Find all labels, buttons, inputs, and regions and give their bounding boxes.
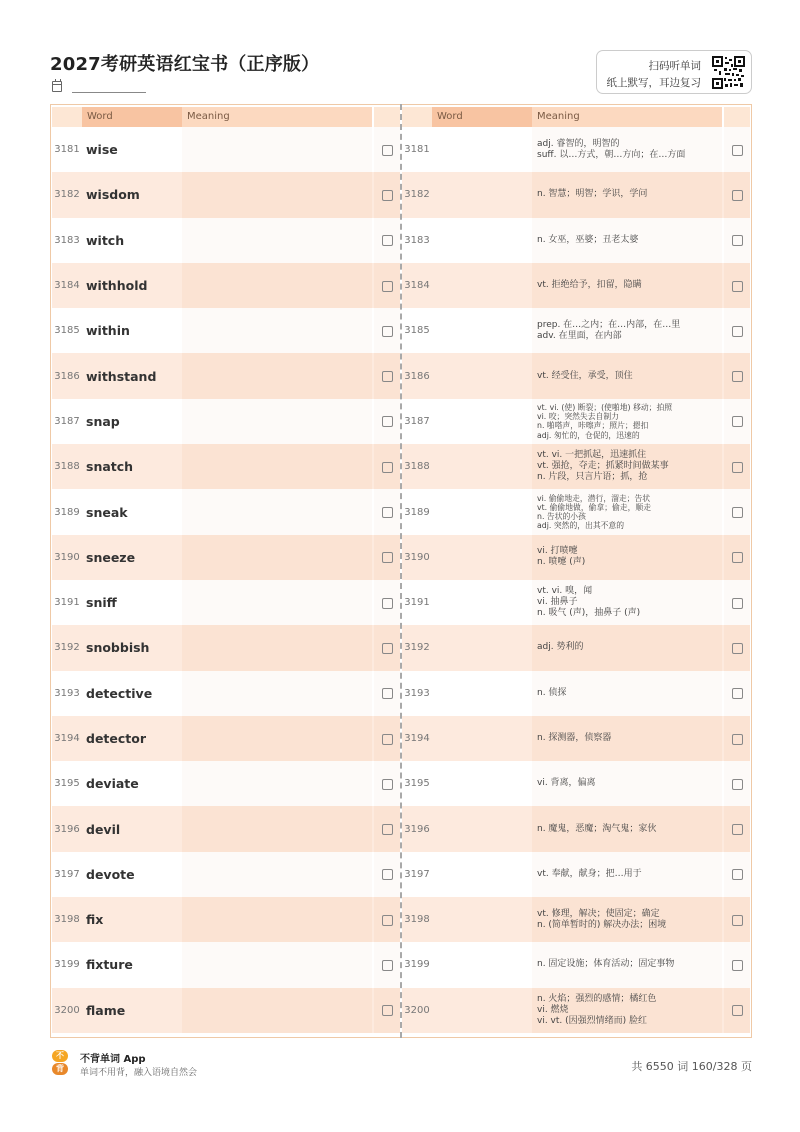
word-row <box>52 172 400 217</box>
meaning-line: vt. 修理，解决；使固定；确定 <box>537 908 660 919</box>
entry-meaning <box>537 580 723 625</box>
checkbox[interactable] <box>382 824 393 835</box>
checkbox[interactable] <box>732 552 743 563</box>
entry-meaning <box>537 172 723 217</box>
meaning-blank-cell[interactable] <box>182 399 372 444</box>
meaning-row <box>402 489 750 534</box>
meaning-line: n. 吸气 (声)，抽鼻子 (声) <box>537 608 641 619</box>
checkbox[interactable] <box>382 416 393 427</box>
meaning-line: vi. 打喷嚏 <box>537 546 578 557</box>
meaning-line: n. (简单暂时的) 解决办法；困境 <box>537 919 667 930</box>
checkbox[interactable] <box>732 598 743 609</box>
entry-number: 3190 <box>404 551 430 563</box>
checkbox[interactable] <box>382 598 393 609</box>
meaning-row <box>402 897 750 942</box>
meaning-row <box>402 761 750 806</box>
meaning-row <box>402 942 750 987</box>
checkbox[interactable] <box>382 371 393 382</box>
meaning-line: prep. 在…之内；在…内部，在…里 <box>537 319 681 330</box>
meaning-row <box>402 218 750 263</box>
entry-meaning <box>537 625 723 670</box>
word-blank-cell[interactable] <box>432 444 532 489</box>
meaning-line: vi. 抽鼻子 <box>537 597 578 608</box>
entry-word: witch <box>86 232 125 248</box>
entry-number: 3193 <box>404 687 430 699</box>
meaning-line: adv. 在里面，在内部 <box>537 330 622 341</box>
meaning-row <box>402 308 750 353</box>
checkbox[interactable] <box>382 960 393 971</box>
entry-meaning <box>537 353 723 398</box>
meaning-blank-cell[interactable] <box>182 988 372 1033</box>
meaning-line: vi. vt. (因强烈情绪而) 脸红 <box>537 1015 648 1026</box>
entry-number: 3185 <box>404 325 430 337</box>
entry-number: 3200 <box>54 1004 80 1016</box>
entry-number: 3197 <box>54 868 80 880</box>
meaning-line: suff. 以…方式，朝…方向；在…方面 <box>537 149 686 160</box>
word-row <box>52 353 400 398</box>
entry-number: 3192 <box>404 642 430 654</box>
page-info: 共 6550 词 160/328 页 <box>631 1060 752 1073</box>
checkbox[interactable] <box>382 281 393 292</box>
meaning-line: n. 告状的小孩 <box>537 512 586 522</box>
checkbox[interactable] <box>732 779 743 790</box>
entry-meaning <box>537 897 723 942</box>
word-blank-cell[interactable] <box>432 353 532 398</box>
entry-word: fixture <box>86 957 133 973</box>
entry-meaning <box>537 218 723 263</box>
meaning-row <box>402 444 750 489</box>
scan-text-line1: 扫码听单词 <box>648 60 701 72</box>
checkbox[interactable] <box>382 688 393 699</box>
meaning-line: n. 喷嚏 (声) <box>537 557 586 568</box>
entry-number: 3196 <box>404 823 430 835</box>
entry-word: detective <box>86 685 153 701</box>
entry-number: 3185 <box>54 325 80 337</box>
entry-number: 3198 <box>54 914 80 926</box>
checkbox[interactable] <box>732 416 743 427</box>
checkbox[interactable] <box>382 915 393 926</box>
meaning-blank-cell[interactable] <box>182 580 372 625</box>
word-blank-cell[interactable] <box>432 580 532 625</box>
entry-number: 3197 <box>404 868 430 880</box>
checkbox[interactable] <box>382 507 393 518</box>
meaning-column-header <box>402 107 750 127</box>
entry-meaning <box>537 489 723 534</box>
entry-word: wisdom <box>86 187 140 203</box>
word-row <box>52 218 400 263</box>
word-row <box>52 263 400 308</box>
entry-meaning <box>537 806 723 851</box>
word-blank-cell[interactable] <box>432 172 532 217</box>
meaning-line: vt. 奉献，献身；把…用于 <box>537 868 642 879</box>
entry-meaning <box>537 308 723 353</box>
entry-number: 3187 <box>404 415 430 427</box>
entry-number: 3184 <box>54 280 80 292</box>
checkbox[interactable] <box>732 643 743 654</box>
word-row <box>52 308 400 353</box>
checkbox[interactable] <box>732 371 743 382</box>
meaning-blank-cell[interactable] <box>182 761 372 806</box>
meaning-row <box>402 806 750 851</box>
entry-number: 3195 <box>404 778 430 790</box>
entry-word: within <box>86 323 130 339</box>
meaning-line: n. 片段，只言片语；抓，抢 <box>537 472 648 483</box>
word-row <box>52 761 400 806</box>
meaning-line: vi. 燃烧 <box>537 1004 569 1015</box>
app-name: 不背单词 App <box>80 1054 146 1065</box>
checkbox[interactable] <box>732 824 743 835</box>
checkbox[interactable] <box>732 190 743 201</box>
meaning-blank-cell[interactable] <box>182 806 372 851</box>
word-blank-cell[interactable] <box>432 671 532 716</box>
word-row <box>52 716 400 761</box>
entry-meaning <box>537 399 723 444</box>
word-row <box>52 399 400 444</box>
checkbox[interactable] <box>732 507 743 518</box>
meaning-line: vt. vi. 嗅，闻 <box>537 586 593 597</box>
checkbox[interactable] <box>382 235 393 246</box>
entry-number: 3188 <box>54 461 80 473</box>
entry-number: 3187 <box>54 415 80 427</box>
entry-number: 3195 <box>54 778 80 790</box>
checkbox[interactable] <box>382 734 393 745</box>
meaning-blank-cell[interactable] <box>182 489 372 534</box>
meaning-blank-cell[interactable] <box>182 218 372 263</box>
meaning-row <box>402 353 750 398</box>
word-blank-cell[interactable] <box>432 127 532 172</box>
meaning-row <box>402 172 750 217</box>
checkbox[interactable] <box>382 779 393 790</box>
meaning-line: vt. vi. 一把抓起，迅速抓住 <box>537 450 647 461</box>
meaning-line: adj. 匆忙的，仓促的，迅速的 <box>537 430 640 440</box>
meaning-line: n. 火焰；强烈的感情；橘红色 <box>537 993 657 1004</box>
meaning-line: vi. 咬；突然失去自制力 <box>537 412 619 422</box>
entry-number: 3183 <box>404 234 430 246</box>
meaning-line: vi. 偷偷地走，潜行，溜走；告状 <box>537 493 651 503</box>
entry-number: 3194 <box>404 733 430 744</box>
entry-word: detector <box>86 731 147 746</box>
word-row <box>52 897 400 942</box>
entry-word: wise <box>86 142 118 158</box>
word-blank-cell[interactable] <box>432 489 532 534</box>
word-row <box>52 852 400 897</box>
entry-number: 3191 <box>54 597 80 609</box>
word-blank-cell[interactable] <box>432 988 532 1033</box>
meaning-header: Meaning <box>182 107 372 127</box>
entry-number: 3192 <box>54 642 80 654</box>
meaning-blank-cell[interactable] <box>182 716 372 761</box>
word-blank-cell[interactable] <box>432 942 532 987</box>
entry-number: 3186 <box>54 370 80 382</box>
word-blank-cell[interactable] <box>432 625 532 670</box>
calendar-icon <box>52 81 62 92</box>
meaning-line: vt. 拒绝给予，扣留，隐瞒 <box>537 280 642 291</box>
meaning-row <box>402 716 750 761</box>
word-row <box>52 806 400 851</box>
meaning-line: adj. 睿智的，明智的 <box>537 138 620 149</box>
entry-word: devote <box>86 866 135 882</box>
meaning-line: n. 智慧；明智；学识，学问 <box>537 189 648 200</box>
word-rows <box>52 127 400 1033</box>
meaning-row <box>402 671 750 716</box>
meaning-row <box>402 535 750 580</box>
word-row <box>52 671 400 716</box>
checkbox[interactable] <box>382 462 393 473</box>
checkbox[interactable] <box>732 960 743 971</box>
entry-word: devil <box>86 821 121 837</box>
entry-number: 3189 <box>54 506 80 518</box>
entry-meaning <box>537 263 723 308</box>
word-row <box>52 580 400 625</box>
entry-meaning <box>537 444 723 489</box>
entry-number: 3184 <box>404 280 430 292</box>
checkbox[interactable] <box>382 190 393 201</box>
scan-text-line2: 纸上默写，耳边复习 <box>606 77 701 89</box>
entry-word: snap <box>86 413 120 429</box>
meaning-line: n. 女巫，巫婆；丑老太婆 <box>537 234 639 245</box>
meaning-row <box>402 399 750 444</box>
word-blank-cell[interactable] <box>432 535 532 580</box>
meaning-row <box>402 263 750 308</box>
word-column-header <box>52 107 400 127</box>
word-row <box>52 942 400 987</box>
meaning-line: n. 魔鬼，恶魔；淘气鬼；家伙 <box>537 823 657 834</box>
meaning-line: vi. 背离，偏离 <box>537 778 596 789</box>
meaning-line: adj. 势利的 <box>537 642 584 653</box>
word-row <box>52 625 400 670</box>
entry-meaning <box>537 671 723 716</box>
entry-meaning <box>537 852 723 897</box>
entry-number: 3194 <box>54 733 80 744</box>
meaning-blank-cell[interactable] <box>182 444 372 489</box>
entry-number: 3182 <box>404 189 430 201</box>
entry-word: withhold <box>86 278 148 294</box>
meaning-blank-cell[interactable] <box>182 625 372 670</box>
entry-number: 3182 <box>54 189 80 201</box>
meaning-blank-cell[interactable] <box>182 308 372 353</box>
meaning-blank-cell[interactable] <box>182 263 372 308</box>
checkbox[interactable] <box>732 1005 743 1016</box>
meaning-blank-cell[interactable] <box>182 671 372 716</box>
entry-number: 3190 <box>54 551 80 563</box>
word-blank-cell[interactable] <box>432 399 532 444</box>
entry-word: sneak <box>86 504 128 520</box>
meaning-line: vt. 经受住，承受，顶住 <box>537 370 633 381</box>
word-blank-cell[interactable] <box>432 761 532 806</box>
entry-number: 3199 <box>404 959 430 971</box>
date-blank-line[interactable] <box>72 92 146 93</box>
app-logo-icon: 不 背 <box>52 1050 72 1076</box>
entry-number: 3181 <box>404 144 430 156</box>
entry-meaning <box>537 535 723 580</box>
meaning-blank-cell[interactable] <box>182 897 372 942</box>
checkbox[interactable] <box>382 326 393 337</box>
entry-word: sneeze <box>86 549 136 565</box>
entry-number: 3183 <box>54 234 80 246</box>
entry-number: 3181 <box>54 144 80 156</box>
entry-meaning <box>537 716 723 761</box>
word-blank-cell[interactable] <box>432 897 532 942</box>
meaning-blank-cell[interactable] <box>182 353 372 398</box>
word-row <box>52 444 400 489</box>
page-title: 2027考研英语红宝书（正序版） <box>50 54 320 75</box>
checkbox[interactable] <box>382 1005 393 1016</box>
entry-number: 3193 <box>54 687 80 699</box>
checkbox[interactable] <box>382 552 393 563</box>
entry-word: withstand <box>86 368 157 384</box>
word-row <box>52 988 400 1033</box>
entry-meaning <box>537 942 723 987</box>
checkbox[interactable] <box>732 915 743 926</box>
meaning-blank-cell[interactable] <box>182 127 372 172</box>
word-row <box>52 127 400 172</box>
word-header: Word <box>432 107 532 127</box>
entry-word: fix <box>86 912 104 928</box>
meaning-line: adj. 突然的，出其不意的 <box>537 521 625 531</box>
meaning-row <box>402 625 750 670</box>
word-blank-cell[interactable] <box>432 806 532 851</box>
app-slogan: 单词不用背，融入语境自然会 <box>80 1068 198 1078</box>
meaning-line: vt. vi. (使) 断裂；(使啪地) 移动；拍照 <box>537 403 673 413</box>
word-blank-cell[interactable] <box>432 263 532 308</box>
checkbox[interactable] <box>732 145 743 156</box>
entry-meaning <box>537 988 723 1033</box>
meaning-blank-cell[interactable] <box>182 535 372 580</box>
meaning-line: n. 固定设施；体育活动；固定事物 <box>537 959 675 970</box>
meaning-line: n. 啪嗒声，咔嚓声；照片；摁扣 <box>537 421 649 431</box>
qr-code-icon[interactable] <box>712 56 745 89</box>
meaning-blank-cell[interactable] <box>182 172 372 217</box>
meaning-header: Meaning <box>532 107 722 127</box>
entry-number: 3200 <box>404 1004 430 1016</box>
entry-word: sniff <box>86 595 117 611</box>
checkbox[interactable] <box>732 869 743 880</box>
word-blank-cell[interactable] <box>432 716 532 761</box>
checkbox[interactable] <box>732 281 743 292</box>
word-blank-cell[interactable] <box>432 308 532 353</box>
word-column <box>52 107 400 1033</box>
entry-meaning <box>537 761 723 806</box>
word-row <box>52 489 400 534</box>
meaning-row <box>402 127 750 172</box>
meaning-blank-cell[interactable] <box>182 852 372 897</box>
checkbox[interactable] <box>732 235 743 246</box>
checkbox[interactable] <box>382 869 393 880</box>
checkbox[interactable] <box>732 734 743 745</box>
checkbox[interactable] <box>732 688 743 699</box>
word-header: Word <box>82 107 182 127</box>
checkbox[interactable] <box>732 462 743 473</box>
meaning-line: n. 侦探 <box>537 687 567 698</box>
entry-word: snobbish <box>86 640 150 656</box>
word-blank-cell[interactable] <box>432 852 532 897</box>
entry-number: 3191 <box>404 597 430 609</box>
scan-to-listen-box <box>596 50 752 94</box>
word-blank-cell[interactable] <box>432 218 532 263</box>
checkbox[interactable] <box>732 326 743 337</box>
meaning-line: vt. 偷偷地做，偷拿；偷走，顺走 <box>537 502 651 512</box>
meaning-row <box>402 852 750 897</box>
word-row <box>52 535 400 580</box>
meaning-column <box>402 107 750 1033</box>
meaning-line: vt. 强抢，夺走；抓紧时间做某事 <box>537 461 669 472</box>
meaning-rows <box>402 127 750 1033</box>
entry-word: flame <box>86 1002 126 1018</box>
entry-meaning <box>537 127 723 172</box>
entry-number: 3199 <box>54 959 80 971</box>
entry-number: 3198 <box>404 914 430 926</box>
meaning-row <box>402 988 750 1033</box>
entry-word: snatch <box>86 459 134 475</box>
meaning-row <box>402 580 750 625</box>
entry-number: 3188 <box>404 461 430 473</box>
meaning-line: n. 探测器，侦察器 <box>537 733 612 743</box>
checkbox[interactable] <box>382 643 393 654</box>
entry-number: 3196 <box>54 823 80 835</box>
entry-number: 3186 <box>404 370 430 382</box>
checkbox[interactable] <box>382 145 393 156</box>
meaning-blank-cell[interactable] <box>182 942 372 987</box>
entry-word: deviate <box>86 776 139 792</box>
entry-number: 3189 <box>404 506 430 518</box>
